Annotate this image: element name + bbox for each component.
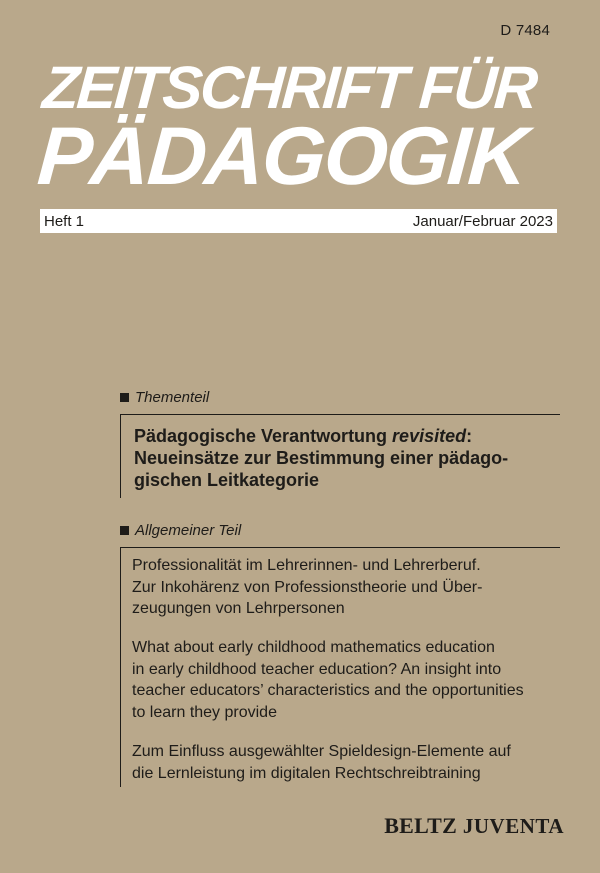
section-vertical-rule (120, 414, 121, 498)
publisher-logo-part2: JUVENTA (462, 814, 564, 838)
journal-title (34, 54, 575, 202)
article-line: zeugungen von Lehrpersonen (132, 600, 345, 617)
square-bullet-icon (120, 526, 129, 535)
article-line: to learn they provide (132, 703, 277, 721)
thementeil-title-part1: Pädagogische Verantwortung (134, 426, 393, 446)
article-3 (132, 741, 572, 784)
publisher-logo (384, 813, 564, 839)
publisher-logo-part1: BELTZ (384, 813, 458, 838)
section-vertical-rule (120, 547, 121, 787)
thementeil-title-italic: revisited (392, 426, 467, 446)
section-label-text: Thementeil (135, 389, 210, 406)
section-rule (120, 547, 560, 548)
issue-bar (40, 209, 557, 233)
section-label-thementeil (120, 389, 209, 406)
issn-code: D 7484 (500, 22, 550, 39)
section-label-allgemeiner-teil (120, 522, 241, 539)
issue-number: Heft 1 (44, 212, 85, 230)
journal-title-line1: ZEITSCHRIFT FÜR (40, 54, 538, 121)
article-line: in early childhood teacher education? An insight into (132, 660, 502, 678)
thementeil-title (134, 425, 564, 491)
issue-date: Januar/Februar 2023 (412, 212, 553, 230)
journal-title-line2: PÄDAGOGIK (34, 111, 529, 202)
article-line: die Lernleistung im digitalen Rechtschreibtraining (132, 764, 481, 782)
thementeil-title-line3: gischen Leitkategorie (134, 470, 320, 490)
section-label-text: Allgemeiner Teil (135, 522, 242, 539)
article-line: teacher educators’ characteristics and the opportunities (132, 682, 524, 699)
section-rule (120, 414, 560, 415)
article-2 (132, 637, 572, 723)
thementeil-title-part2: : (466, 426, 473, 446)
article-line: Professionalität im Lehrerinnen- und Lehrerberuf. (132, 557, 481, 574)
article-line: Zur Inkohärenz von Professionstheorie und Über- (132, 578, 483, 596)
thementeil-title-line2: Neueinsätze zur Bestimmung einer pädago- (134, 448, 509, 468)
article-line: Zum Einfluss ausgewählter Spieldesign-Elemente auf (132, 743, 511, 760)
article-1 (132, 555, 572, 620)
article-line: What about early childhood mathematics education (132, 639, 495, 656)
square-bullet-icon (120, 393, 129, 402)
